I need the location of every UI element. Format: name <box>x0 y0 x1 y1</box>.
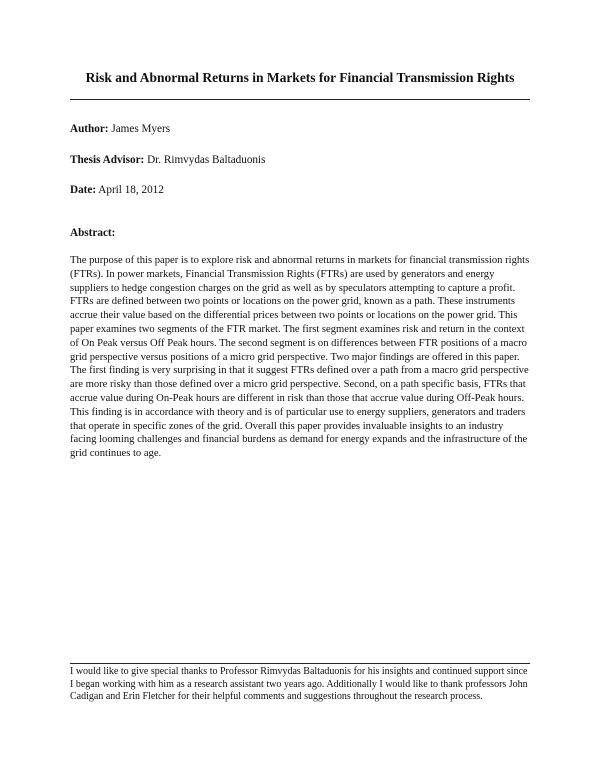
paper-title: Risk and Abnormal Returns in Markets for Financial Transmission Rights <box>85 70 515 85</box>
author-name: James Myers <box>111 123 171 135</box>
author-label: Author: <box>70 123 109 135</box>
abstract-heading: Abstract: <box>70 227 116 239</box>
title-divider <box>70 99 530 100</box>
date-value: April 18, 2012 <box>98 184 164 196</box>
footnote-divider <box>70 663 530 664</box>
date-label: Date: <box>70 184 97 196</box>
date-line <box>70 183 164 197</box>
advisor-label: Thesis Advisor: <box>70 154 145 166</box>
advisor-name: Dr. Rimvydas Baltaduonis <box>147 154 266 166</box>
advisor-line <box>70 153 266 167</box>
author-line <box>70 122 170 136</box>
acknowledgement-footnote: I would like to give special thanks to Professor Rimvydas Baltaduonis for his insights and continued support since I began working with him as a research assistant two years ago. Additionally I would like to thank professors John Cadigan and Erin Fletcher for their helpful comments and suggestions throughout the research process. <box>70 666 528 703</box>
abstract-body: The purpose of this paper is to explore risk and abnormal returns in markets for financial transmission rights (FTRs). In power markets, Financial Transmission Rights (FTRs) are used by generators and energy suppliers to hedge congestion charges on the grid as well as by speculators attempting to capture a profit. FTRs are defined between two points or locations on the power grid, known as a path. These instruments accrue their value based on the differential prices between two points or locations on the power grid. This paper examines two segments of the FTR market. The first segment examines risk and return in the context of On Peak versus Off Peak hours. The second segment is on differences between FTR positions of a macro grid perspective versus positions of a micro grid perspective. Two major findings are offered in this paper. The first finding is very surprising in that it suggest FTRs defined over a path from a macro grid perspective are more risky than those defined over a micro grid perspective. Second, on a path specific basis, FTRs that accrue value during On-Peak hours are different in risk than those that accrue value during Off-Peak hours. This finding is in accordance with theory and is of particular use to energy suppliers, generators and traders that operate in specific zones of the grid. Overall this paper provides invaluable insights to an industry facing looming challenges and financial burdens as demand for energy expands and the infrastructure of the grid continues to age. <box>70 255 530 460</box>
